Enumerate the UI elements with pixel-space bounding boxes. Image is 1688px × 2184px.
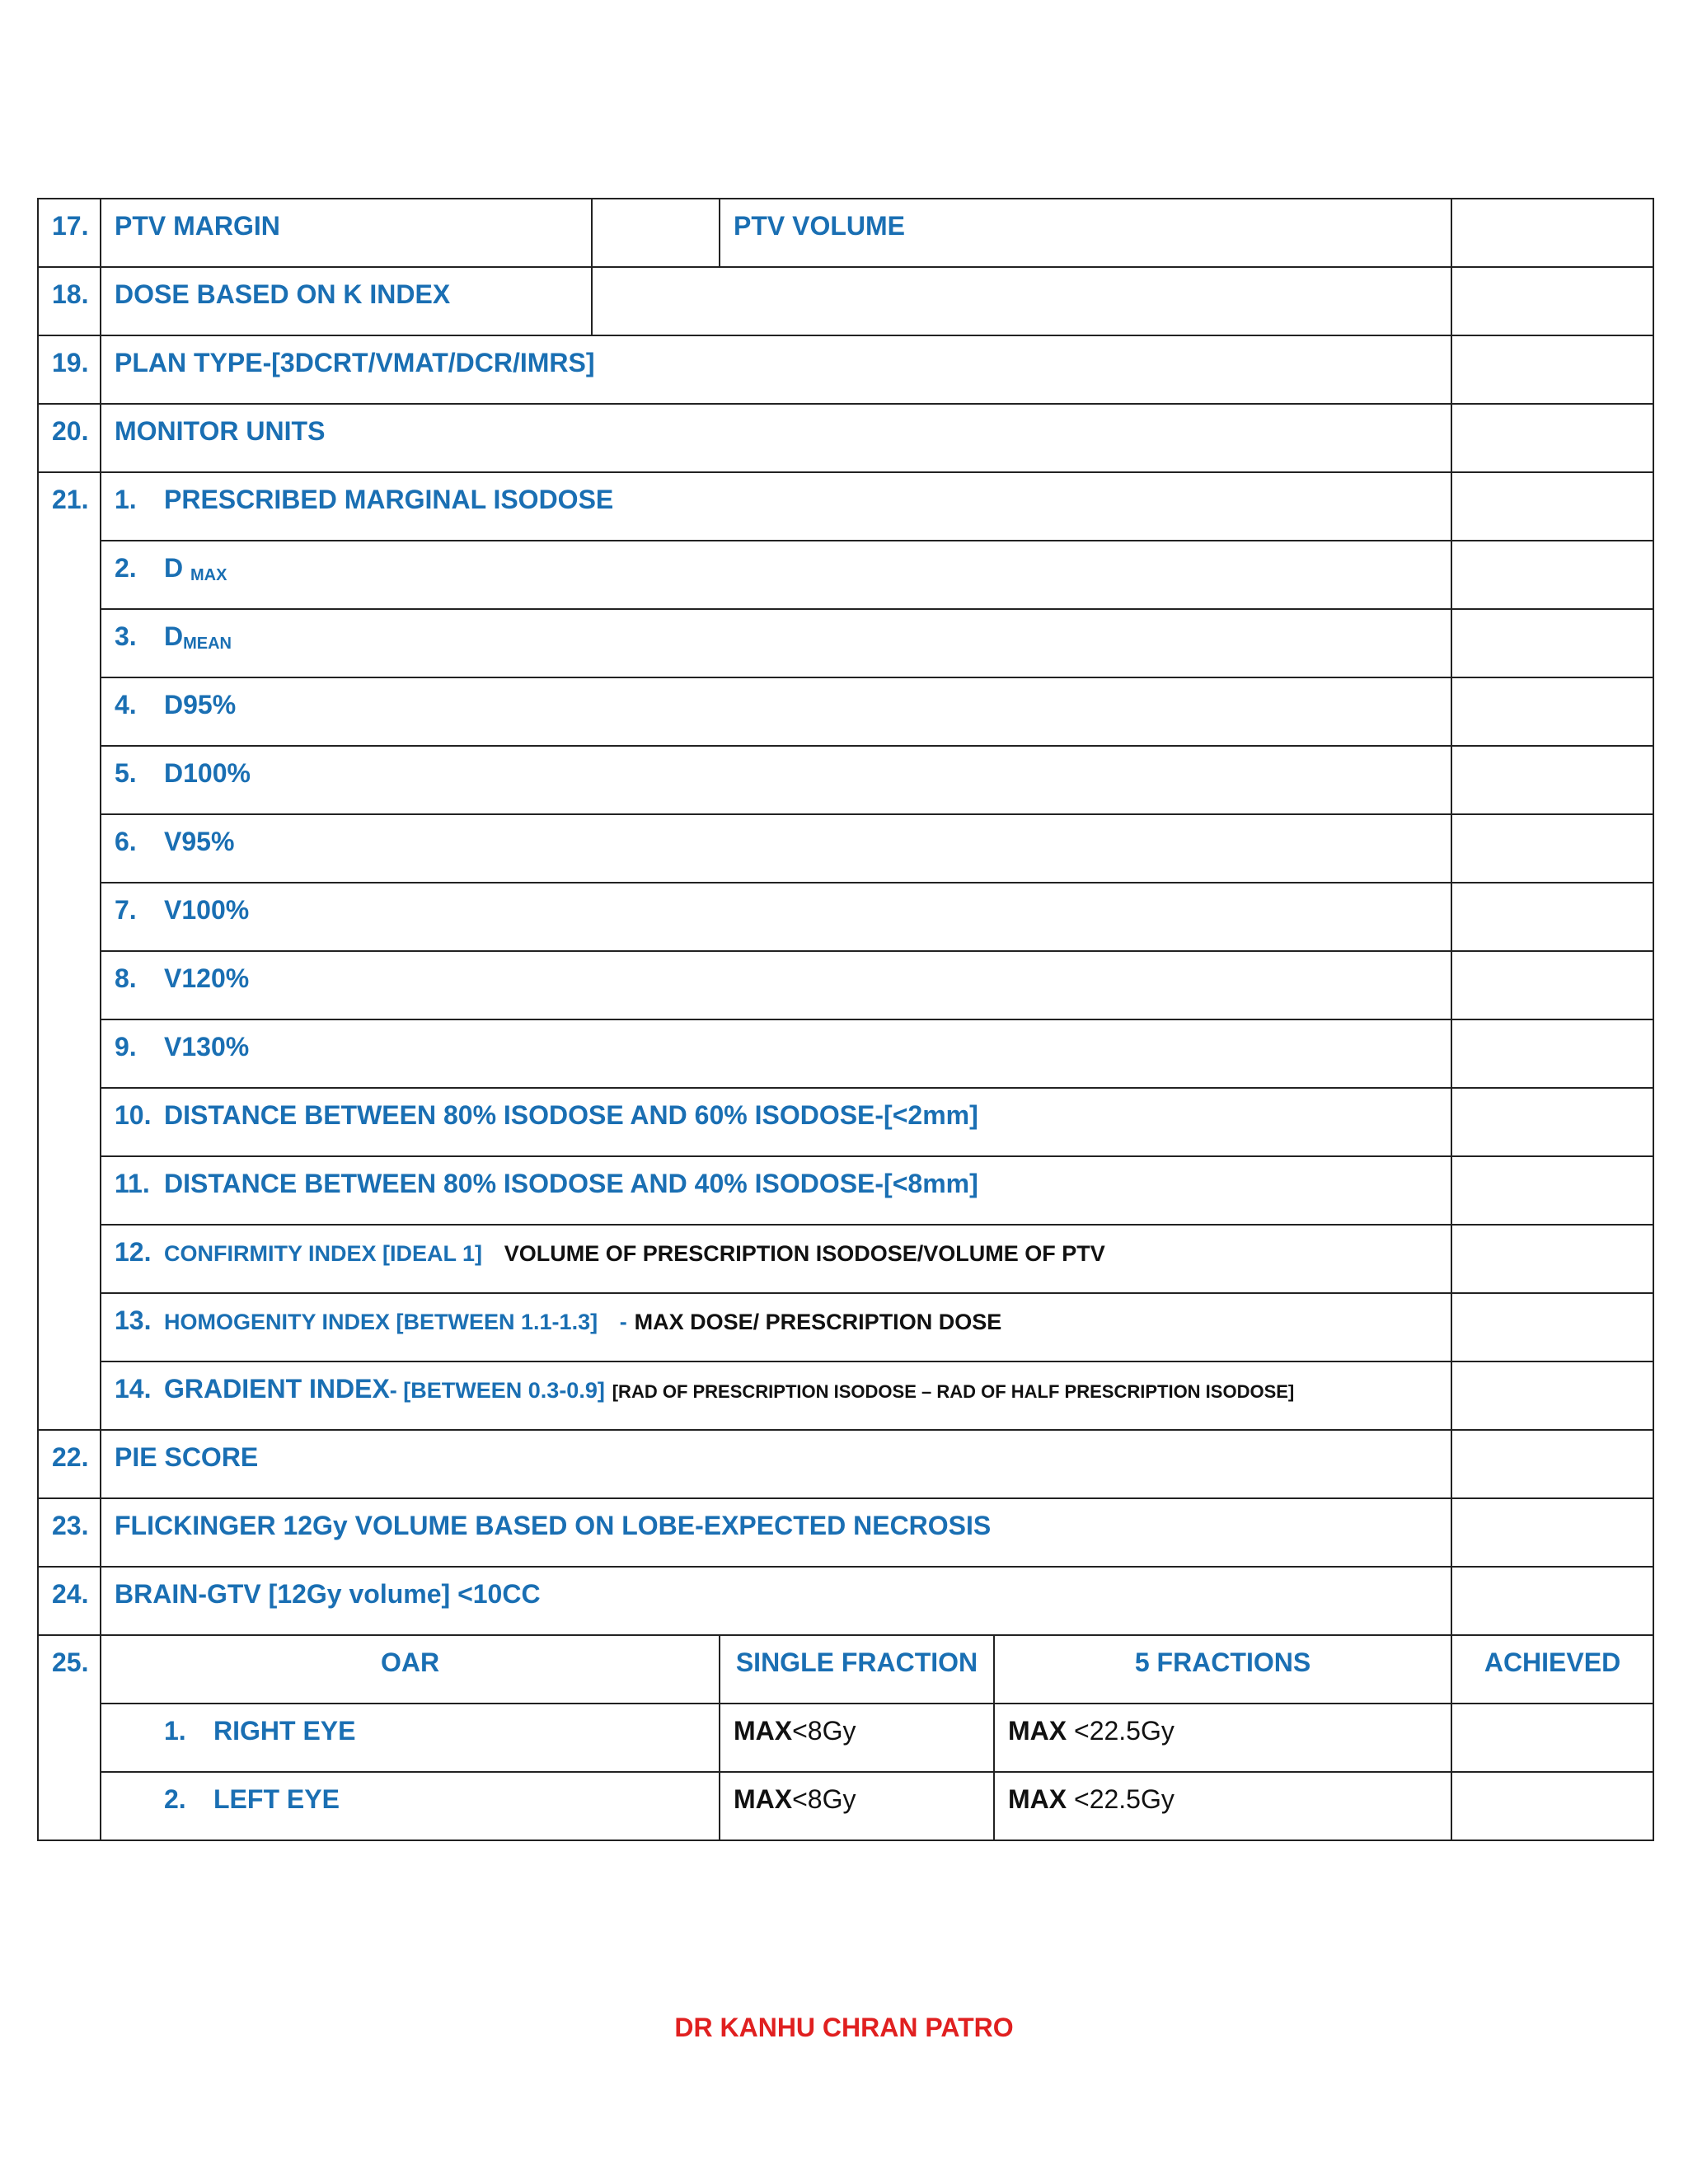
k-index-label: DOSE BASED ON K INDEX xyxy=(101,267,592,335)
sub-item-label: GRADIENT INDEX xyxy=(164,1374,390,1404)
sub-item-formula: [RAD OF PRESCRIPTION ISODOSE – RAD OF HALF PRESCRIPTION ISODOSE] xyxy=(612,1381,1295,1402)
plan-type-label: PLAN TYPE-[3DCRT/VMAT/DCR/IMRS] xyxy=(101,335,1451,404)
row-21-item-8 xyxy=(38,951,1653,1019)
sub-item-formula: VOLUME OF PRESCRIPTION ISODOSE/VOLUME OF PTV xyxy=(504,1241,1105,1266)
sub-item-label: CONFIRMITY INDEX [IDEAL 1] xyxy=(164,1241,483,1266)
value-cell[interactable] xyxy=(1451,883,1653,951)
five-fractions-limit xyxy=(994,1704,1451,1772)
plan-type-value[interactable] xyxy=(1451,335,1653,404)
sub-item xyxy=(101,541,1451,609)
sub-item xyxy=(101,1225,1451,1293)
value-cell[interactable] xyxy=(1451,1088,1653,1156)
row-20 xyxy=(38,404,1653,472)
flickinger-label: FLICKINGER 12Gy VOLUME BASED ON LOBE-EXPECTED NECROSIS xyxy=(101,1498,1451,1567)
sub-item xyxy=(101,472,1451,541)
row-21-item-12 xyxy=(38,1225,1653,1293)
sub-item-label: D100% xyxy=(164,758,251,788)
brain-gtv-value[interactable] xyxy=(1451,1567,1653,1635)
sub-item-dash: - xyxy=(619,1310,627,1334)
row-21-item-4 xyxy=(38,677,1653,746)
pie-score-label: PIE SCORE xyxy=(101,1430,1451,1498)
row-23 xyxy=(38,1498,1653,1567)
sub-item-label: V100% xyxy=(164,895,250,925)
sub-item-number: 12. xyxy=(115,1237,152,1267)
limit-value: <22.5Gy xyxy=(1067,1716,1175,1746)
sub-item-number: 4. xyxy=(115,690,137,719)
limit-value: <8Gy xyxy=(792,1784,856,1814)
row-number: 17. xyxy=(38,199,101,267)
value-cell[interactable] xyxy=(1451,1293,1653,1361)
value-cell[interactable] xyxy=(1451,609,1653,677)
dosimetry-form-table xyxy=(37,198,1654,1841)
sub-item-formula: MAX DOSE/ PRESCRIPTION DOSE xyxy=(634,1310,1002,1334)
sub-item-subscript: MAX xyxy=(190,566,227,584)
sub-item-label: V120% xyxy=(164,963,250,993)
sub-item-label: D xyxy=(164,621,184,651)
oar-row-left-eye xyxy=(38,1772,1653,1840)
ptv-volume-label: PTV VOLUME xyxy=(720,199,1451,267)
limit-max: MAX xyxy=(734,1716,793,1746)
ptv-margin-value[interactable] xyxy=(592,199,720,267)
row-21-item-10 xyxy=(38,1088,1653,1156)
oar-row-right-eye xyxy=(38,1704,1653,1772)
sub-item xyxy=(101,951,1451,1019)
sub-item-range: - [BETWEEN 0.3-0.9] xyxy=(389,1378,605,1403)
value-cell[interactable] xyxy=(1451,1361,1653,1430)
row-number: 22. xyxy=(38,1430,101,1498)
sub-item xyxy=(101,883,1451,951)
sub-item xyxy=(101,814,1451,883)
sub-item-label: V95% xyxy=(164,827,235,856)
row-19 xyxy=(38,335,1653,404)
achieved-value[interactable] xyxy=(1451,1772,1653,1840)
row-21-item-11 xyxy=(38,1156,1653,1225)
brain-gtv-label: BRAIN-GTV [12Gy volume] <10CC xyxy=(101,1567,1451,1635)
value-cell[interactable] xyxy=(1451,677,1653,746)
sub-item-number: 8. xyxy=(115,963,137,993)
sub-item xyxy=(101,1156,1451,1225)
oar-header: OAR xyxy=(101,1635,720,1704)
ptv-volume-value[interactable] xyxy=(1451,199,1653,267)
row-21-item-14 xyxy=(38,1361,1653,1430)
ptv-margin-label: PTV MARGIN xyxy=(101,199,592,267)
achieved-value[interactable] xyxy=(1451,1704,1653,1772)
flickinger-value[interactable] xyxy=(1451,1498,1653,1567)
row-number: 21. xyxy=(38,472,101,1430)
row-21-item-1 xyxy=(38,472,1653,541)
k-index-value[interactable] xyxy=(1451,267,1653,335)
value-cell[interactable] xyxy=(1451,1225,1653,1293)
five-fractions-header: 5 FRACTIONS xyxy=(994,1635,1451,1704)
sub-item xyxy=(101,677,1451,746)
sub-item-number: 3. xyxy=(115,621,137,651)
row-18 xyxy=(38,267,1653,335)
organ-cell xyxy=(101,1772,720,1840)
row-number: 25. xyxy=(38,1635,101,1840)
sub-item-number: 2. xyxy=(115,553,137,583)
monitor-units-label: MONITOR UNITS xyxy=(101,404,1451,472)
sub-item-number: 7. xyxy=(115,895,137,925)
row-21-item-9 xyxy=(38,1019,1653,1088)
sub-item-number: 6. xyxy=(115,827,137,856)
row-24 xyxy=(38,1567,1653,1635)
organ-name: RIGHT EYE xyxy=(213,1716,356,1746)
row-21-item-13 xyxy=(38,1293,1653,1361)
sub-item-label: HOMOGENITY INDEX [BETWEEN 1.1-1.3] xyxy=(164,1310,598,1334)
row-21-item-2 xyxy=(38,541,1653,609)
organ-name: LEFT EYE xyxy=(213,1784,340,1814)
row-25-header xyxy=(38,1635,1653,1704)
limit-max: MAX xyxy=(1008,1784,1067,1814)
organ-number: 1. xyxy=(164,1716,186,1746)
monitor-units-value[interactable] xyxy=(1451,404,1653,472)
sub-item-subscript: MEAN xyxy=(183,635,232,653)
sub-item-number: 9. xyxy=(115,1032,137,1062)
sub-item-label: DISTANCE BETWEEN 80% ISODOSE AND 40% ISODOSE-[<8mm] xyxy=(164,1169,978,1198)
row-number: 19. xyxy=(38,335,101,404)
organ-cell xyxy=(101,1704,720,1772)
achieved-header: ACHIEVED xyxy=(1451,1635,1653,1704)
sub-item-label: PRESCRIBED MARGINAL ISODOSE xyxy=(164,485,614,514)
row-21-item-6 xyxy=(38,814,1653,883)
row-21-item-3 xyxy=(38,609,1653,677)
sub-item-label: DISTANCE BETWEEN 80% ISODOSE AND 60% ISODOSE-[<2mm] xyxy=(164,1100,978,1130)
organ-number: 2. xyxy=(164,1784,186,1814)
k-index-field[interactable] xyxy=(592,267,1451,335)
value-cell[interactable] xyxy=(1451,951,1653,1019)
row-21-item-5 xyxy=(38,746,1653,814)
single-fraction-limit xyxy=(720,1772,994,1840)
value-cell[interactable] xyxy=(1451,1019,1653,1088)
sub-item xyxy=(101,1293,1451,1361)
pie-score-value[interactable] xyxy=(1451,1430,1653,1498)
value-cell[interactable] xyxy=(1451,541,1653,609)
single-fraction-header: SINGLE FRACTION xyxy=(720,1635,994,1704)
sub-item-number: 1. xyxy=(115,485,137,514)
sub-item-label: D xyxy=(164,553,184,583)
limit-max: MAX xyxy=(1008,1716,1067,1746)
value-cell[interactable] xyxy=(1451,814,1653,883)
sub-item xyxy=(101,1361,1451,1430)
sub-item-label: V130% xyxy=(164,1032,250,1062)
five-fractions-limit xyxy=(994,1772,1451,1840)
sub-item-number: 14. xyxy=(115,1374,152,1404)
sub-item-label: D95% xyxy=(164,690,237,719)
row-21-item-7 xyxy=(38,883,1653,951)
value-cell[interactable] xyxy=(1451,472,1653,541)
sub-item-number: 13. xyxy=(115,1305,152,1335)
sub-item xyxy=(101,746,1451,814)
sub-item-number: 5. xyxy=(115,758,137,788)
row-number: 18. xyxy=(38,267,101,335)
value-cell[interactable] xyxy=(1451,746,1653,814)
sub-item xyxy=(101,1088,1451,1156)
sub-item-number: 10. xyxy=(115,1100,152,1130)
author-footer: DR KANHU CHRAN PATRO xyxy=(674,2013,1014,2042)
row-17 xyxy=(38,199,1653,267)
row-number: 20. xyxy=(38,404,101,472)
sub-item xyxy=(101,609,1451,677)
row-22 xyxy=(38,1430,1653,1498)
row-number: 24. xyxy=(38,1567,101,1635)
limit-value: <22.5Gy xyxy=(1067,1784,1175,1814)
single-fraction-limit xyxy=(720,1704,994,1772)
sub-item-number: 11. xyxy=(115,1169,150,1198)
row-number: 23. xyxy=(38,1498,101,1567)
value-cell[interactable] xyxy=(1451,1156,1653,1225)
sub-item xyxy=(101,1019,1451,1088)
limit-value: <8Gy xyxy=(792,1716,856,1746)
limit-max: MAX xyxy=(734,1784,793,1814)
